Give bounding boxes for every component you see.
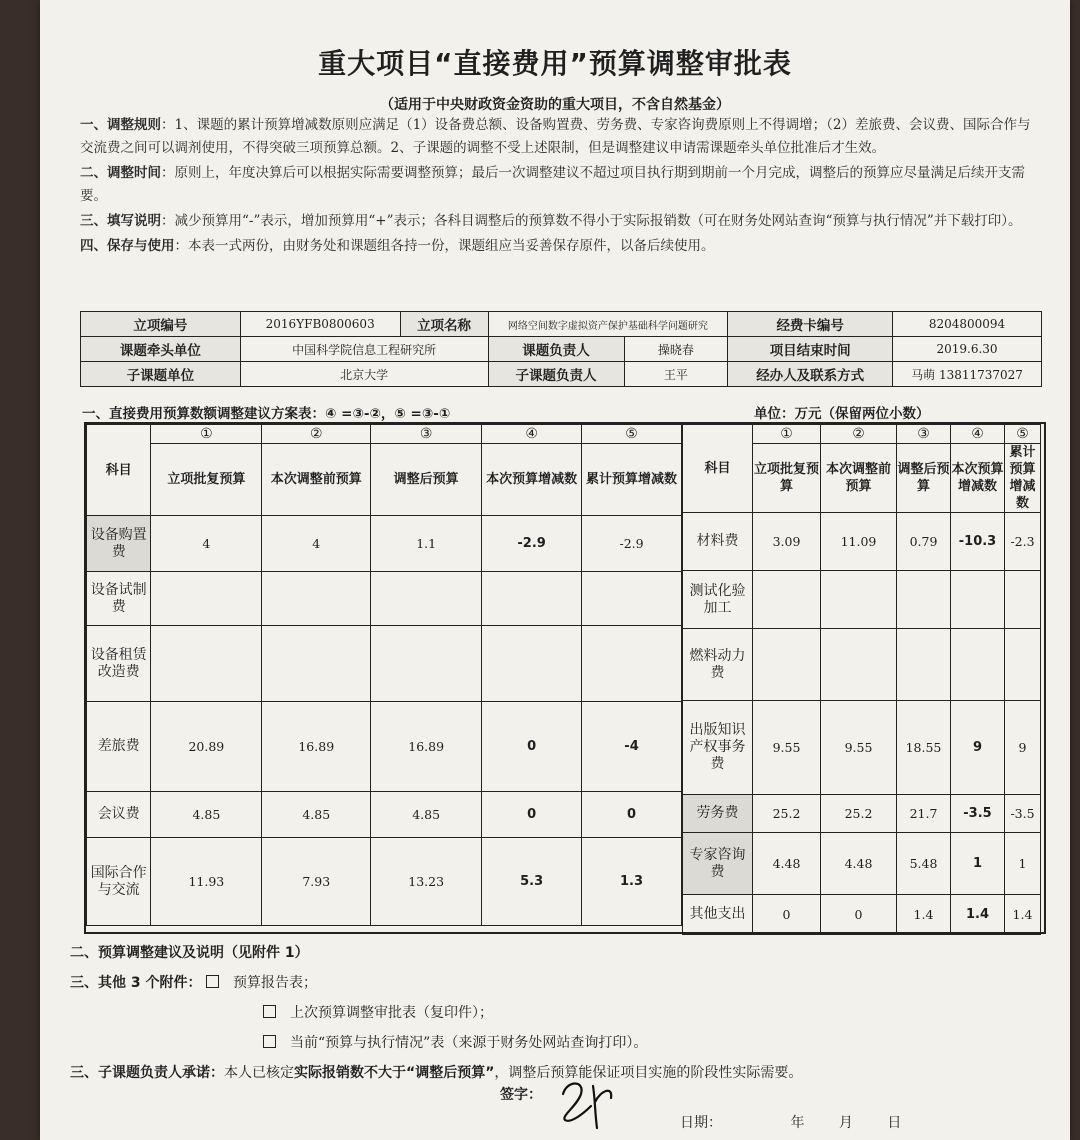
attachment-1-checkbox[interactable] xyxy=(206,975,219,988)
right-row-1 xyxy=(683,571,1041,629)
section-1-header xyxy=(82,402,1042,422)
left-header-cumulative: 累计预算增减数 xyxy=(582,444,682,516)
left-cell-v4: 0 xyxy=(482,792,582,838)
right-cell-v5: 1 xyxy=(1005,833,1041,895)
right-cell-v3: 18.55 xyxy=(897,701,951,795)
left-cell-v5: 1.3 xyxy=(582,838,682,926)
section-3-label: 三、其他 3 个附件： xyxy=(70,975,202,991)
right-row-6 xyxy=(683,895,1041,935)
right-row-5 xyxy=(683,833,1041,895)
commitment-text-1: 本人已核定 xyxy=(224,1065,294,1081)
lead-unit-value: 中国科学院信息工程研究所 xyxy=(240,337,488,362)
bottom-section xyxy=(70,938,1060,1088)
contact-value: 马萌 13811737027 xyxy=(893,362,1042,387)
left-circle-1: ① xyxy=(151,425,262,444)
rule-3-label: 三、填写说明 xyxy=(80,213,161,229)
right-row-subject: 燃料动力费 xyxy=(683,629,753,701)
left-row-1 xyxy=(87,572,682,626)
project-info-table xyxy=(80,311,1042,387)
approval-form-paper xyxy=(40,0,1070,1140)
right-header-change: 本次预算增减数 xyxy=(951,444,1005,513)
right-cell-v5: -3.5 xyxy=(1005,795,1041,833)
sub-person-cell xyxy=(488,362,728,387)
right-row-0 xyxy=(683,513,1041,571)
right-cell-v2 xyxy=(821,571,897,629)
section-2-title: 二、预算调整建议及说明（见附件 1） xyxy=(70,945,309,961)
budget-table-left xyxy=(86,424,682,926)
right-circle-2: ② xyxy=(821,425,897,444)
date-day: 日 xyxy=(887,1115,902,1131)
section-1-unit: 单位：万元（保留两位小数） xyxy=(754,406,930,422)
section-2-line xyxy=(70,938,1060,968)
right-cell-v2: 25.2 xyxy=(821,795,897,833)
left-cell-v3: 1.1 xyxy=(371,516,482,572)
right-row-subject: 其他支出 xyxy=(683,895,753,935)
right-cell-v1 xyxy=(753,571,821,629)
right-circle-5: ⑤ xyxy=(1005,425,1041,444)
right-header-approved: 立项批复预算 xyxy=(753,444,821,513)
left-circle-4: ④ xyxy=(482,425,582,444)
left-cell-v3 xyxy=(371,572,482,626)
left-header-subject: 科目 xyxy=(87,425,151,516)
attachment-3-line xyxy=(70,1028,1060,1058)
left-cell-v2: 4 xyxy=(262,516,371,572)
commitment-label: 三、子课题负责人承诺： xyxy=(70,1065,224,1081)
left-cell-v2 xyxy=(262,626,371,702)
left-row-4 xyxy=(87,792,682,838)
right-cell-v1: 0 xyxy=(753,895,821,935)
section-1-title: 一、直接费用预算数额调整建议方案表：④ =③-②，⑤ =③-① xyxy=(82,406,451,422)
project-name-value: 网络空间数字虚拟资产保护基础科学问题研究 xyxy=(488,312,728,337)
right-cell-v3 xyxy=(897,571,951,629)
form-subtitle: （适用于中央财政资金资助的重大项目，不含自然基金） xyxy=(380,97,730,113)
project-no-label: 立项编号 xyxy=(81,312,241,337)
rule-4-label: 四、保存与使用 xyxy=(80,238,175,254)
rule-2-label: 二、调整时间 xyxy=(80,165,161,181)
left-cell-v3: 13.23 xyxy=(371,838,482,926)
section-3-line xyxy=(70,968,1060,998)
left-cell-v5 xyxy=(582,572,682,626)
attachment-2-label: 上次预算调整审批表（复印件）； xyxy=(290,1005,493,1021)
right-cell-v1: 4.48 xyxy=(753,833,821,895)
info-row-3 xyxy=(81,362,1042,387)
left-cell-v3: 4.85 xyxy=(371,792,482,838)
right-cell-v5: 9 xyxy=(1005,701,1041,795)
left-cell-v3: 16.89 xyxy=(371,702,482,792)
left-cell-v4 xyxy=(482,572,582,626)
right-circle-3: ③ xyxy=(897,425,951,444)
left-header-change: 本次预算增减数 xyxy=(482,444,582,516)
date-month: 月 xyxy=(838,1115,853,1131)
project-name-label: 立项名称 xyxy=(400,312,488,337)
rule-3 xyxy=(80,210,1040,233)
left-cell-v4: -2.9 xyxy=(482,516,582,572)
attachment-1-label: 预算报告表； xyxy=(232,975,317,991)
right-row-subject: 出版知识产权事务费 xyxy=(683,701,753,795)
rule-1-text: ：1、课题的累计预算增减数原则应满足（1）设备费总额、设备购置费、劳务费、专家咨询费原则上不得调增；（2）差旅费、会议费、国际合作与交流费之间可以调剂使用，不得突破三项预算总额。2、子课题的调整不受上述限制，但是调整建议申请需课题牵头单位批准后才生效。 xyxy=(80,117,1031,156)
left-cell-v3 xyxy=(371,626,482,702)
right-cell-v4: 9 xyxy=(951,701,1005,795)
rule-2 xyxy=(80,162,1040,208)
sub-unit-value: 北京大学 xyxy=(240,362,488,387)
right-cell-v1 xyxy=(753,629,821,701)
left-header-after: 调整后预算 xyxy=(371,444,482,516)
rule-1 xyxy=(80,114,1040,160)
info-row-1 xyxy=(81,312,1042,337)
left-header-approved: 立项批复预算 xyxy=(151,444,262,516)
rule-4 xyxy=(80,235,1040,258)
right-header-cumulative: 累计预算增减数 xyxy=(1005,444,1041,513)
right-cell-v5: 1.4 xyxy=(1005,895,1041,935)
left-cell-v5: -2.9 xyxy=(582,516,682,572)
info-row-2 xyxy=(81,337,1042,362)
right-cell-v5 xyxy=(1005,629,1041,701)
sub-person-value: 王平 xyxy=(663,367,688,382)
left-cell-v4: 5.3 xyxy=(482,838,582,926)
right-cell-v4 xyxy=(951,571,1005,629)
right-cell-v3: 21.7 xyxy=(897,795,951,833)
right-cell-v2: 4.48 xyxy=(821,833,897,895)
rule-3-text: ：减少预算用“-”表示，增加预算用“+”表示；各科目调整后的预算数不得小于实际报销数（可在财务处网站查询“预算与执行情况”并下载打印）。 xyxy=(161,213,1022,229)
left-cell-v2: 16.89 xyxy=(262,702,371,792)
left-row-subject: 国际合作与交流 xyxy=(87,838,151,926)
left-cell-v5 xyxy=(582,626,682,702)
left-cell-v1: 4 xyxy=(151,516,262,572)
budget-table-frame xyxy=(84,422,1046,934)
left-cell-v1: 4.85 xyxy=(151,792,262,838)
lead-person-cell xyxy=(488,337,728,362)
left-cell-v4 xyxy=(482,626,582,702)
commitment-bold: 实际报销数不大于“调整后预算” xyxy=(294,1065,495,1081)
attachment-2-checkbox[interactable] xyxy=(263,1005,276,1018)
right-cell-v5: -2.3 xyxy=(1005,513,1041,571)
handwritten-signature xyxy=(555,1072,635,1132)
card-no-value: 8204800094 xyxy=(893,312,1042,337)
right-cell-v3: 5.48 xyxy=(897,833,951,895)
rule-2-text: ：原则上，年度决算后可以根据实际需要调整预算；最后一次调整建议不超过项目执行期到期前一个月完成，调整后的预算应尽量满足后续开支需要。 xyxy=(80,165,1025,204)
right-cell-v4: -10.3 xyxy=(951,513,1005,571)
lead-unit-label: 课题牵头单位 xyxy=(81,337,241,362)
right-cell-v1: 9.55 xyxy=(753,701,821,795)
right-cell-v4: -3.5 xyxy=(951,795,1005,833)
right-row-subject: 劳务费 xyxy=(683,795,753,833)
form-title: 重大项目“直接费用”预算调整审批表 xyxy=(318,47,792,80)
right-cell-v4: 1.4 xyxy=(951,895,1005,935)
right-header-before: 本次调整前预算 xyxy=(821,444,897,513)
right-cell-v2: 9.55 xyxy=(821,701,897,795)
project-no-value: 2016YFB0800603 xyxy=(240,312,400,337)
right-header-subject: 科目 xyxy=(683,425,753,513)
right-row-3 xyxy=(683,701,1041,795)
right-cell-v4: 1 xyxy=(951,833,1005,895)
left-row-0 xyxy=(87,516,682,572)
budget-table-right xyxy=(682,424,1041,935)
sub-unit-label: 子课题单位 xyxy=(81,362,241,387)
left-row-2 xyxy=(87,626,682,702)
left-header-before: 本次调整前预算 xyxy=(262,444,371,516)
date-year: 年 xyxy=(790,1115,805,1131)
end-time-label: 项目结束时间 xyxy=(728,337,893,362)
right-row-subject: 材料费 xyxy=(683,513,753,571)
rule-1-label: 一、调整规则 xyxy=(80,117,161,133)
right-cell-v2 xyxy=(821,629,897,701)
left-cell-v5: 0 xyxy=(582,792,682,838)
right-row-2 xyxy=(683,629,1041,701)
left-cell-v1: 11.93 xyxy=(151,838,262,926)
right-cell-v3 xyxy=(897,629,951,701)
left-cell-v2: 4.85 xyxy=(262,792,371,838)
contact-label: 经办人及联系方式 xyxy=(728,362,893,387)
attachment-2-line xyxy=(70,998,1060,1028)
left-row-3 xyxy=(87,702,682,792)
left-cell-v1 xyxy=(151,626,262,702)
right-cell-v3: 1.4 xyxy=(897,895,951,935)
left-circle-5: ⑤ xyxy=(582,425,682,444)
right-circle-4: ④ xyxy=(951,425,1005,444)
right-cell-v2: 0 xyxy=(821,895,897,935)
rules-section xyxy=(80,114,1040,260)
left-cell-v1: 20.89 xyxy=(151,702,262,792)
left-cell-v1 xyxy=(151,572,262,626)
sub-person-label: 子课题负责人 xyxy=(489,362,625,386)
date-label: 日期： xyxy=(680,1115,722,1131)
card-no-label: 经费卡编号 xyxy=(728,312,893,337)
right-cell-v1: 3.09 xyxy=(753,513,821,571)
left-cell-v5: -4 xyxy=(582,702,682,792)
commitment-text-2: ，调整后预算能保证项目实施的阶段性实际需要。 xyxy=(494,1065,803,1081)
right-cell-v3: 0.79 xyxy=(897,513,951,571)
left-cell-v2: 7.93 xyxy=(262,838,371,926)
left-circle-3: ③ xyxy=(371,425,482,444)
right-circle-1: ① xyxy=(753,425,821,444)
right-header-after: 调整后预算 xyxy=(897,444,951,513)
rule-4-text: ：本表一式两份，由财务处和课题组各持一份，课题组应当妥善保存原件，以备后续使用。 xyxy=(174,238,715,254)
left-row-subject: 会议费 xyxy=(87,792,151,838)
left-circle-2: ② xyxy=(262,425,371,444)
signature-label: 签字： xyxy=(500,1087,542,1103)
lead-person-value: 操晓春 xyxy=(657,342,694,357)
right-cell-v1: 25.2 xyxy=(753,795,821,833)
attachment-3-label: 当前“预算与执行情况”表（来源于财务处网站查询打印）。 xyxy=(290,1035,648,1051)
end-time-value: 2019.6.30 xyxy=(893,337,1042,362)
right-cell-v5 xyxy=(1005,571,1041,629)
right-cell-v4 xyxy=(951,629,1005,701)
right-cell-v2: 11.09 xyxy=(821,513,897,571)
right-row-subject: 测试化验加工 xyxy=(683,571,753,629)
lead-person-label: 课题负责人 xyxy=(489,337,625,361)
left-row-subject: 设备试制费 xyxy=(87,572,151,626)
left-row-5 xyxy=(87,838,682,926)
right-row-subject: 专家咨询费 xyxy=(683,833,753,895)
attachment-3-checkbox[interactable] xyxy=(263,1035,276,1048)
left-row-subject: 差旅费 xyxy=(87,702,151,792)
right-row-4 xyxy=(683,795,1041,833)
left-cell-v2 xyxy=(262,572,371,626)
left-row-subject: 设备租赁改造费 xyxy=(87,626,151,702)
date-line xyxy=(680,1112,901,1132)
left-cell-v4: 0 xyxy=(482,702,582,792)
left-row-subject: 设备购置费 xyxy=(87,516,151,572)
